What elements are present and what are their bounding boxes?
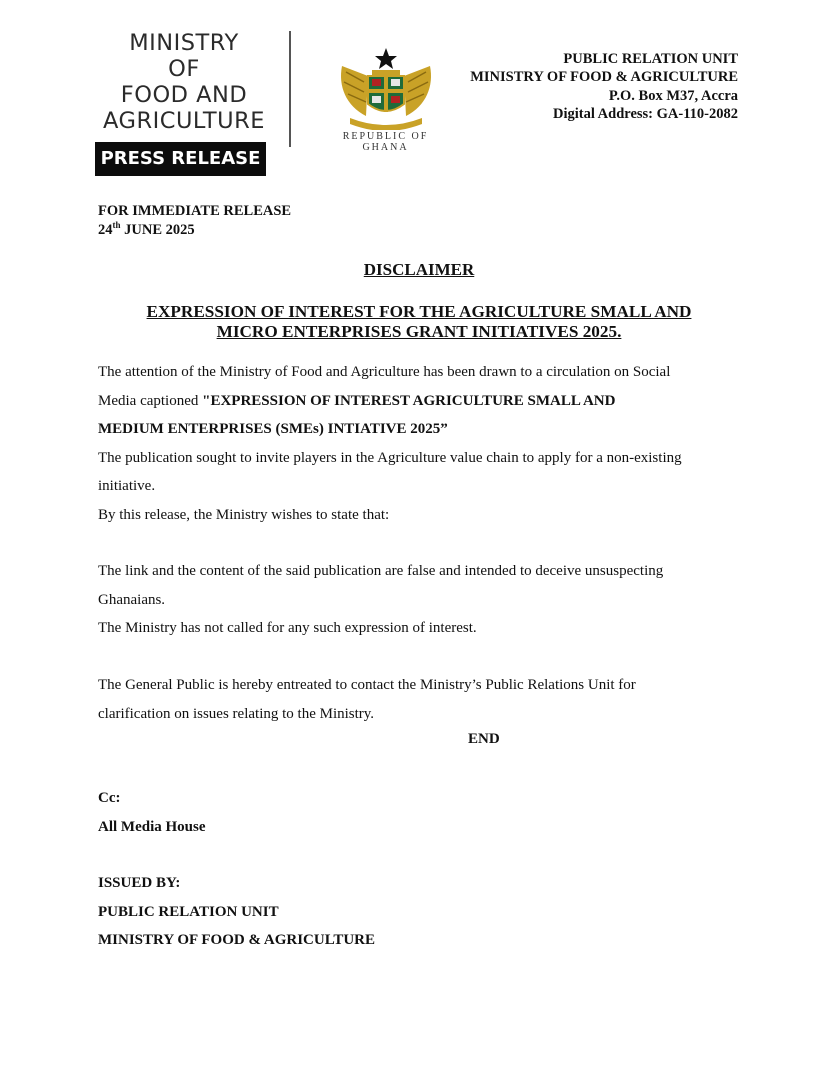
text-line: The General Public is hereby entreated to contact the Ministry’s Public Relations Unit for xyxy=(98,677,636,693)
release-date xyxy=(98,222,195,239)
release-type: FOR IMMEDIATE RELEASE xyxy=(98,203,292,219)
text-line: Ghanaians. xyxy=(98,591,166,608)
ministry-logo-text xyxy=(96,30,272,134)
issued-by-ministry: MINISTRY OF FOOD & AGRICULTURE xyxy=(98,932,376,948)
text-line: clarification on issues relating to the Ministry. xyxy=(98,705,375,722)
text-line: initiative. xyxy=(98,478,156,494)
cc-label: Cc: xyxy=(98,790,121,806)
text-line: By this release, the Ministry wishes to state that: xyxy=(98,506,390,523)
press-release-badge: PRESS RELEASE xyxy=(95,142,266,176)
subject-heading xyxy=(100,302,738,342)
document-title: DISCLAIMER xyxy=(363,260,475,279)
paragraph-attention xyxy=(98,358,682,529)
text-line: The Ministry has not called for any such expression of interest. xyxy=(98,620,477,636)
cc-block xyxy=(98,784,206,841)
caption-quote: MEDIUM ENTERPRISES (SMEs) INTIATIVE 2025” xyxy=(98,421,448,437)
caption-quote: "EXPRESSION OF INTEREST AGRICULTURE SMALL AND xyxy=(202,392,616,409)
text-line xyxy=(98,387,682,416)
date-day: 24 xyxy=(98,222,113,238)
subject-line: EXPRESSION OF INTEREST FOR THE AGRICULTURE SMALL AND xyxy=(146,302,692,321)
issued-by-label: ISSUED BY: xyxy=(98,875,181,891)
address-line: P.O. Box M37, Accra xyxy=(608,87,738,104)
cc-recipient: All Media House xyxy=(98,818,206,835)
date-suffix: th xyxy=(112,220,121,231)
text-span: Media captioned xyxy=(98,392,203,409)
logo-divider xyxy=(289,31,291,147)
issued-by-block xyxy=(98,869,375,955)
text-line: The link and the content of the said publication are false and intended to deceive unsuspecting xyxy=(98,563,664,579)
logo-line: FOOD AND xyxy=(120,82,248,108)
subject-line: MICRO ENTERPRISES GRANT INITIATIVES 2025. xyxy=(216,322,622,341)
address-line: PUBLIC RELATION UNIT xyxy=(563,51,738,67)
paragraph-contact xyxy=(98,671,636,728)
address-block xyxy=(470,50,738,123)
logo-line: AGRICULTURE xyxy=(103,108,265,134)
issued-by-unit: PUBLIC RELATION UNIT xyxy=(98,903,279,920)
paragraph-statement xyxy=(98,557,663,643)
address-line: MINISTRY OF FOOD & AGRICULTURE xyxy=(470,69,738,86)
coat-of-arms-caption: REPUBLIC OF GHANA xyxy=(342,131,429,153)
date-rest: JUNE 2025 xyxy=(120,222,195,238)
logo-line: MINISTRY xyxy=(129,30,239,56)
end-marker: END xyxy=(468,731,500,747)
text-line: The publication sought to invite players in the Agriculture value chain to apply for a non-existing xyxy=(98,449,682,466)
address-line: Digital Address: GA-110-2082 xyxy=(552,105,738,122)
text-line: The attention of the Ministry of Food and Agriculture has been drawn to a circulation on Social xyxy=(98,364,671,380)
coat-of-arms-icon xyxy=(336,46,436,130)
logo-line: OF xyxy=(168,56,200,82)
